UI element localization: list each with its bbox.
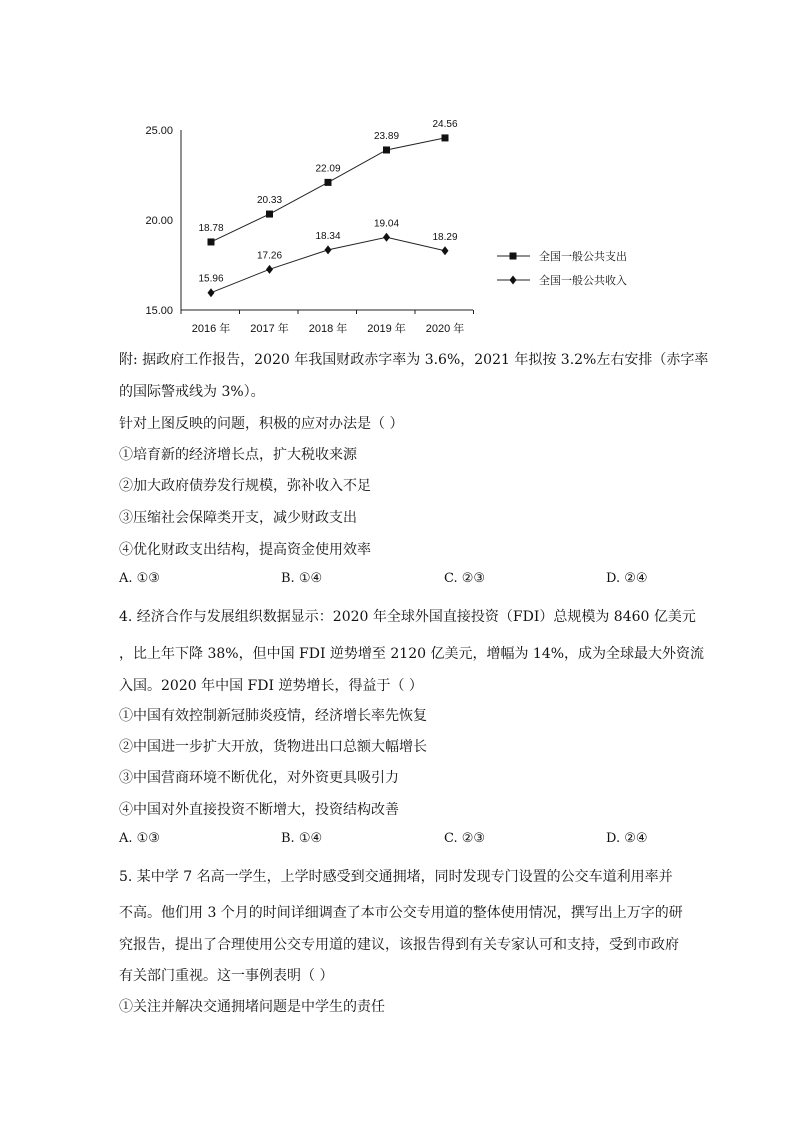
- x-tick-label: 2019 年: [367, 323, 406, 335]
- data-label: 22.09: [315, 163, 341, 175]
- q4-option-d[interactable]: D. ②④: [606, 831, 648, 846]
- series-line: [211, 138, 445, 242]
- legend-marker: [510, 276, 517, 285]
- data-label: 18.78: [198, 222, 224, 234]
- q4-option-b[interactable]: B. ①④: [281, 831, 323, 846]
- data-point: [383, 146, 390, 153]
- x-tick-label: 2020 年: [425, 323, 465, 335]
- q4-option-a[interactable]: A. ①③: [119, 831, 160, 846]
- series-1: [198, 119, 457, 246]
- data-label: 23.89: [373, 130, 400, 142]
- data-point: [208, 238, 215, 245]
- q5-line-3: 究报告，提出了合理使用公交专用道的建议，该报告得到有关专家认可和支持，受到市政府: [119, 937, 679, 953]
- q5-line-2: 不高。他们用 3 个月的时间详细调查了本市公交专用道的整体使用情况，撰写出上万字的研: [119, 905, 683, 921]
- q4-item-4: ④中国对外直接投资不断增大，投资结构改善: [119, 802, 399, 818]
- q3-options: [119, 571, 679, 591]
- data-point: [325, 245, 332, 254]
- legend-label: 全国一般公共收入: [539, 275, 627, 287]
- q4-options: [119, 831, 679, 851]
- data-point: [208, 288, 215, 297]
- series-2: [198, 218, 457, 297]
- q3-option-b[interactable]: B. ①④: [281, 571, 323, 586]
- q5-line-4: 有关部门重视。这一事例表明（ ）: [119, 968, 334, 984]
- y-tick-label: 20.00: [145, 215, 173, 227]
- q4-option-c[interactable]: C. ②③: [444, 831, 486, 846]
- x-tick-label: 2017 年: [250, 323, 289, 335]
- q5-item-1: ①关注并解决交通拥堵问题是中学生的责任: [119, 999, 385, 1015]
- data-point: [383, 233, 390, 242]
- q3-item-4: ④优化财政支出结构，提高资金使用效率: [119, 542, 371, 558]
- x-tick-label: 2016 年: [191, 323, 231, 335]
- data-point: [442, 134, 449, 141]
- q5-line-1: 5. 某中学 7 名高一学生，上学时感受到交通拥堵，同时发现专门设置的公交车道利用率并: [119, 869, 673, 885]
- q3-item-1: ①培育新的经济增长点，扩大税收来源: [119, 447, 357, 463]
- chart-axes: [145, 125, 473, 335]
- line-chart: [130, 108, 660, 340]
- data-point: [325, 179, 332, 186]
- legend-marker: [510, 253, 517, 260]
- q4-line-2: ，比上年下降 38%，但中国 FDI 逆势增至 2120 亿美元，增幅为 14%，成为全球最大外资流: [119, 646, 705, 662]
- q3-item-3: ③压缩社会保障类开支，减少财政支出: [119, 510, 357, 526]
- y-tick-label: 15.00: [145, 305, 173, 317]
- q3-item-2: ②加大政府债券发行规模，弥补收入不足: [119, 478, 371, 494]
- chart-series: [198, 119, 457, 297]
- legend-label: 全国一般公共支出: [539, 251, 627, 263]
- note-line-1: 附: 据政府工作报告，2020 年我国财政赤字率为 3.6%，2021 年拟按 3.2%左右安排（赤字率: [119, 352, 709, 368]
- data-point: [442, 246, 449, 255]
- note-line-2: 的国际警戒线为 3%）。: [119, 384, 265, 400]
- data-label: 24.56: [432, 118, 458, 130]
- q3-option-a[interactable]: A. ①③: [119, 571, 160, 586]
- q4-item-3: ③中国营商环境不断优化，对外资更具吸引力: [119, 770, 399, 786]
- data-label: 17.26: [256, 250, 283, 262]
- q4-item-1: ①中国有效控制新冠肺炎疫情，经济增长率先恢复: [119, 708, 427, 724]
- x-tick-label: 2018 年: [308, 323, 348, 335]
- q4-line-1: 4. 经济合作与发展组织数据显示：2020 年全球外国直接投资（FDI）总规模为 8460 亿美元: [119, 609, 696, 625]
- q3-option-d[interactable]: D. ②④: [606, 571, 648, 586]
- y-tick-label: 25.00: [145, 125, 173, 137]
- q3-stem: 针对上图反映的问题，积极的应对办法是（ ）: [119, 416, 404, 432]
- chart-legend: [497, 249, 627, 287]
- data-label: 19.04: [373, 218, 400, 230]
- data-label: 15.96: [198, 273, 224, 285]
- data-point: [266, 265, 273, 274]
- q4-item-2: ②中国进一步扩大开放，货物进出口总额大幅增长: [119, 739, 427, 755]
- q4-line-3: 入国。2020 年中国 FDI 逆势增长，得益于（ ）: [119, 678, 423, 694]
- data-label: 18.34: [315, 230, 341, 242]
- data-label: 18.29: [432, 231, 458, 243]
- data-label: 20.33: [256, 195, 283, 207]
- q3-option-c[interactable]: C. ②③: [444, 571, 486, 586]
- data-point: [266, 211, 273, 218]
